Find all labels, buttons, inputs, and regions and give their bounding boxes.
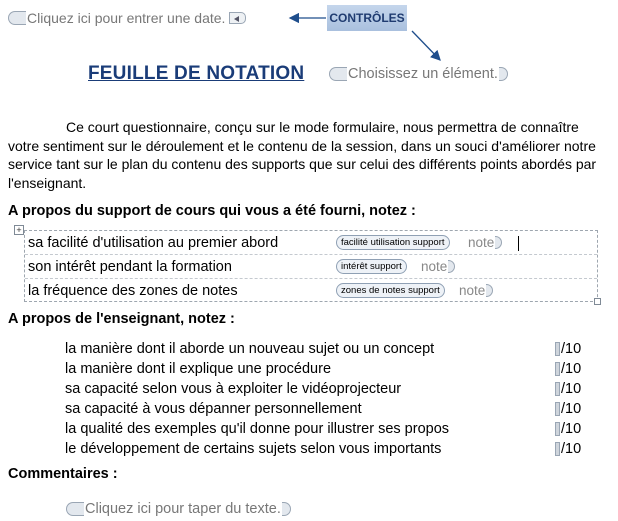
score-input[interactable] xyxy=(555,362,560,376)
table-row xyxy=(25,255,597,279)
score-field[interactable] xyxy=(555,339,581,359)
row-label: la fréquence des zones de notes xyxy=(28,283,238,299)
list-item xyxy=(65,339,595,359)
list-item xyxy=(65,399,595,419)
item-label: sa capacité à vous dépanner personnellement xyxy=(65,401,362,417)
score-field[interactable] xyxy=(555,399,581,419)
score-suffix: /10 xyxy=(561,421,582,437)
score-field[interactable] xyxy=(555,419,581,439)
control-start-marker xyxy=(66,502,84,516)
score-suffix: /10 xyxy=(561,401,582,417)
intro-text: Ce court questionnaire, conçu sur le mode formulaire, nous permettra de connaître votre sentiment sur le déroulement et le contenu de la session, dans un souci d'améliorer notre service tant sur le plan du contenu des supports que sur celui des différents points abordés par l'enseignant. xyxy=(8,119,597,191)
item-label: la qualité des exemples qu'il donne pour illustrer ses propos xyxy=(65,421,450,437)
teacher-section-heading: A propos de l'enseignant, notez : xyxy=(8,311,235,327)
score-field[interactable] xyxy=(555,359,581,379)
item-label: la manière dont il aborde un nouveau sujet ou un concept xyxy=(65,341,435,357)
note-field[interactable] xyxy=(459,283,493,298)
control-start-marker xyxy=(329,67,347,81)
teacher-rating-list xyxy=(65,339,595,459)
list-item xyxy=(65,359,595,379)
item-label: la manière dont il explique une procédure xyxy=(65,361,332,377)
table-resize-icon[interactable] xyxy=(594,298,601,305)
score-suffix: /10 xyxy=(561,361,582,377)
score-field[interactable] xyxy=(555,379,581,399)
score-suffix: /10 xyxy=(561,441,582,457)
note-placeholder: note xyxy=(421,259,448,274)
score-input[interactable] xyxy=(555,342,560,356)
score-suffix: /10 xyxy=(561,381,582,397)
date-placeholder: Cliquez ici pour entrer une date. xyxy=(27,10,226,26)
note-placeholder: note xyxy=(459,283,486,298)
comments-heading: Commentaires : xyxy=(8,466,118,482)
support-section-heading: A propos du support de cours qui vous a été fourni, notez : xyxy=(8,203,416,219)
table-row xyxy=(25,279,597,303)
comments-placeholder: Cliquez ici pour taper du texte. xyxy=(85,501,281,517)
rating-tag: intérêt support xyxy=(336,259,407,274)
control-end-marker xyxy=(448,260,455,273)
note-placeholder: note xyxy=(468,235,495,250)
score-input[interactable] xyxy=(555,422,560,436)
score-input[interactable] xyxy=(555,402,560,416)
control-end-marker xyxy=(282,502,291,516)
score-input[interactable] xyxy=(555,442,560,456)
score-input[interactable] xyxy=(555,382,560,396)
table-row xyxy=(25,231,597,255)
item-label: sa capacité selon vous à exploiter le vidéoprojecteur xyxy=(65,381,402,397)
row-label: son intérêt pendant la formation xyxy=(28,259,232,275)
callout-label: CONTRÔLES xyxy=(329,11,405,25)
text-cursor xyxy=(518,236,519,251)
item-dropdown-control[interactable] xyxy=(329,65,508,83)
controls-callout xyxy=(327,5,407,31)
control-end-marker xyxy=(486,284,493,297)
control-end-marker xyxy=(495,236,502,249)
list-item xyxy=(65,419,595,439)
rating-tag: facilité utilisation support xyxy=(336,235,450,250)
callout-arrow-icon xyxy=(0,0,618,120)
list-item xyxy=(65,439,595,459)
page-title: FEUILLE DE NOTATION xyxy=(88,63,305,84)
score-field[interactable] xyxy=(555,439,581,459)
dropdown-placeholder: Choisissez un élément. xyxy=(348,66,498,82)
support-rating-table xyxy=(24,230,598,302)
comments-field[interactable] xyxy=(66,500,291,518)
control-end-marker xyxy=(499,67,508,81)
score-suffix: /10 xyxy=(561,341,582,357)
row-label: sa facilité d'utilisation au premier abord xyxy=(28,235,279,251)
rating-tag: zones de notes support xyxy=(336,283,445,298)
note-field[interactable] xyxy=(468,235,502,250)
intro-paragraph xyxy=(8,118,608,192)
note-field[interactable] xyxy=(421,259,455,274)
table-move-icon[interactable]: + xyxy=(14,225,24,235)
list-item xyxy=(65,379,595,399)
item-label: le développement de certains sujets selon vous importants xyxy=(65,441,442,457)
